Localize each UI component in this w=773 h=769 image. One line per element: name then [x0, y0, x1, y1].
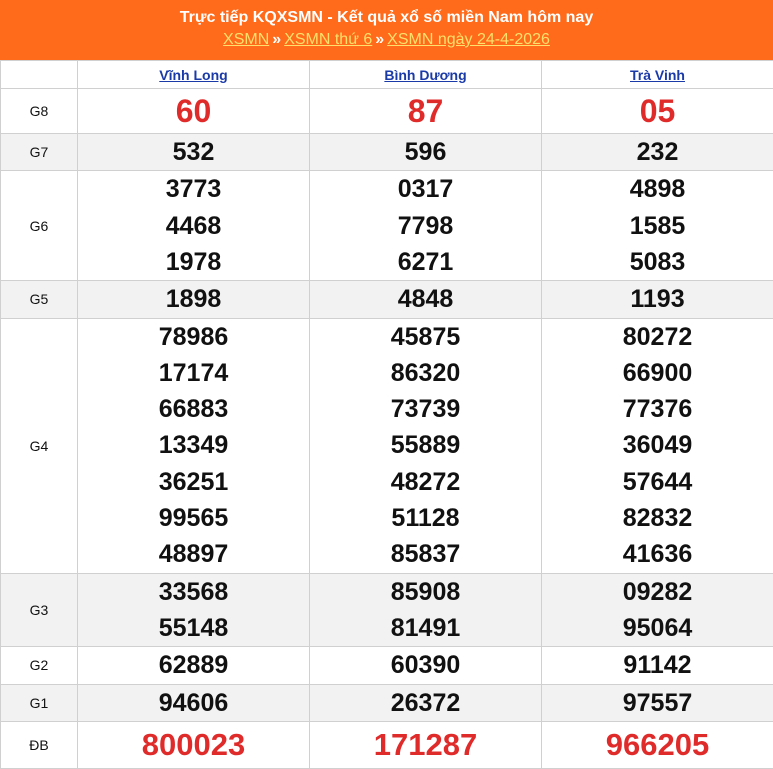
prize-number: 55148 [78, 610, 309, 646]
prize-label: G8 [1, 89, 78, 134]
breadcrumb-link-xsmn[interactable]: XSMN [223, 31, 269, 48]
prize-number: 80272 [542, 319, 773, 355]
prize-number: 51128 [310, 500, 541, 536]
prize-cell [542, 318, 773, 573]
prize-number: 87 [310, 90, 541, 133]
prize-cell [78, 721, 310, 768]
prize-number: 77376 [542, 391, 773, 427]
prize-number: 94606 [78, 685, 309, 721]
prize-row-db [1, 721, 773, 768]
prize-row-g8 [1, 89, 773, 134]
prize-number: 57644 [542, 464, 773, 500]
prize-number: 4848 [310, 281, 541, 317]
results-table [0, 60, 773, 769]
prize-number: 1978 [78, 244, 309, 280]
prize-label: ĐB [1, 721, 78, 768]
prize-cell [78, 134, 310, 171]
breadcrumb [0, 31, 773, 49]
page-header [0, 0, 773, 60]
province-header-row [1, 61, 773, 89]
prize-cell [310, 721, 542, 768]
prize-number: 0317 [310, 171, 541, 207]
province-header [310, 61, 542, 89]
prize-number: 596 [310, 134, 541, 170]
prize-number: 86320 [310, 355, 541, 391]
prize-number: 48897 [78, 536, 309, 572]
prize-number: 41636 [542, 536, 773, 572]
province-link-tra-vinh[interactable]: Trà Vinh [630, 67, 685, 83]
header-corner [1, 61, 78, 89]
prize-cell [78, 89, 310, 134]
prize-number: 95064 [542, 610, 773, 646]
breadcrumb-link-xsmn-thu-6[interactable]: XSMN thứ 6 [284, 31, 372, 48]
prize-cell [78, 318, 310, 573]
province-link-binh-duong[interactable]: Bình Dương [384, 67, 466, 83]
prize-number: 800023 [78, 723, 309, 767]
prize-cell [542, 171, 773, 281]
prize-number: 09282 [542, 574, 773, 610]
prize-number: 1898 [78, 281, 309, 317]
breadcrumb-link-xsmn-date[interactable]: XSMN ngày 24-4-2026 [387, 31, 550, 48]
prize-number: 66900 [542, 355, 773, 391]
prize-number: 85908 [310, 574, 541, 610]
prize-cell [310, 647, 542, 684]
prize-label: G2 [1, 647, 78, 684]
prize-cell [310, 171, 542, 281]
prize-number: 85837 [310, 536, 541, 572]
prize-number: 05 [542, 90, 773, 133]
prize-label: G5 [1, 281, 78, 318]
prize-cell [310, 89, 542, 134]
prize-cell [542, 721, 773, 768]
prize-row-g1 [1, 684, 773, 721]
prize-label: G4 [1, 318, 78, 573]
prize-number: 5083 [542, 244, 773, 280]
prize-row-g6 [1, 171, 773, 281]
breadcrumb-separator: » [372, 31, 387, 48]
prize-row-g5 [1, 281, 773, 318]
breadcrumb-separator: » [269, 31, 284, 48]
prize-cell [542, 134, 773, 171]
prize-label: G1 [1, 684, 78, 721]
prize-number: 232 [542, 134, 773, 170]
prize-cell [310, 573, 542, 647]
province-header [78, 61, 310, 89]
prize-number: 81491 [310, 610, 541, 646]
prize-number: 36251 [78, 464, 309, 500]
prize-number: 7798 [310, 208, 541, 244]
prize-cell [542, 684, 773, 721]
prize-number: 17174 [78, 355, 309, 391]
prize-cell [310, 134, 542, 171]
prize-row-g7 [1, 134, 773, 171]
prize-number: 4468 [78, 208, 309, 244]
prize-label: G6 [1, 171, 78, 281]
prize-number: 33568 [78, 574, 309, 610]
prize-cell [78, 171, 310, 281]
prize-number: 966205 [542, 723, 773, 767]
prize-number: 60390 [310, 647, 541, 683]
prize-cell [542, 573, 773, 647]
prize-cell [310, 281, 542, 318]
prize-row-g3 [1, 573, 773, 647]
prize-number: 91142 [542, 647, 773, 683]
prize-cell [542, 647, 773, 684]
prize-cell [542, 89, 773, 134]
prize-number: 99565 [78, 500, 309, 536]
prize-cell [78, 647, 310, 684]
page-title: Trực tiếp KQXSMN - Kết quả xổ số miền Nam hôm nay [0, 9, 773, 27]
prize-number: 1193 [542, 281, 773, 317]
prize-number: 48272 [310, 464, 541, 500]
prize-number: 73739 [310, 391, 541, 427]
prize-number: 82832 [542, 500, 773, 536]
prize-cell [78, 573, 310, 647]
prize-number: 62889 [78, 647, 309, 683]
prize-cell [542, 281, 773, 318]
province-link-vinh-long[interactable]: Vĩnh Long [159, 67, 227, 83]
prize-number: 532 [78, 134, 309, 170]
prize-label: G3 [1, 573, 78, 647]
prize-row-g2 [1, 647, 773, 684]
province-header [542, 61, 773, 89]
prize-number: 4898 [542, 171, 773, 207]
prize-number: 66883 [78, 391, 309, 427]
prize-number: 3773 [78, 171, 309, 207]
prize-cell [78, 684, 310, 721]
prize-label: G7 [1, 134, 78, 171]
prize-number: 45875 [310, 319, 541, 355]
prize-cell [78, 281, 310, 318]
prize-row-g4 [1, 318, 773, 573]
prize-number: 26372 [310, 685, 541, 721]
prize-cell [310, 684, 542, 721]
prize-number: 36049 [542, 427, 773, 463]
prize-number: 13349 [78, 427, 309, 463]
prize-number: 60 [78, 90, 309, 133]
prize-number: 97557 [542, 685, 773, 721]
prize-number: 171287 [310, 723, 541, 767]
prize-number: 1585 [542, 208, 773, 244]
prize-cell [310, 318, 542, 573]
prize-number: 78986 [78, 319, 309, 355]
prize-number: 55889 [310, 427, 541, 463]
prize-number: 6271 [310, 244, 541, 280]
